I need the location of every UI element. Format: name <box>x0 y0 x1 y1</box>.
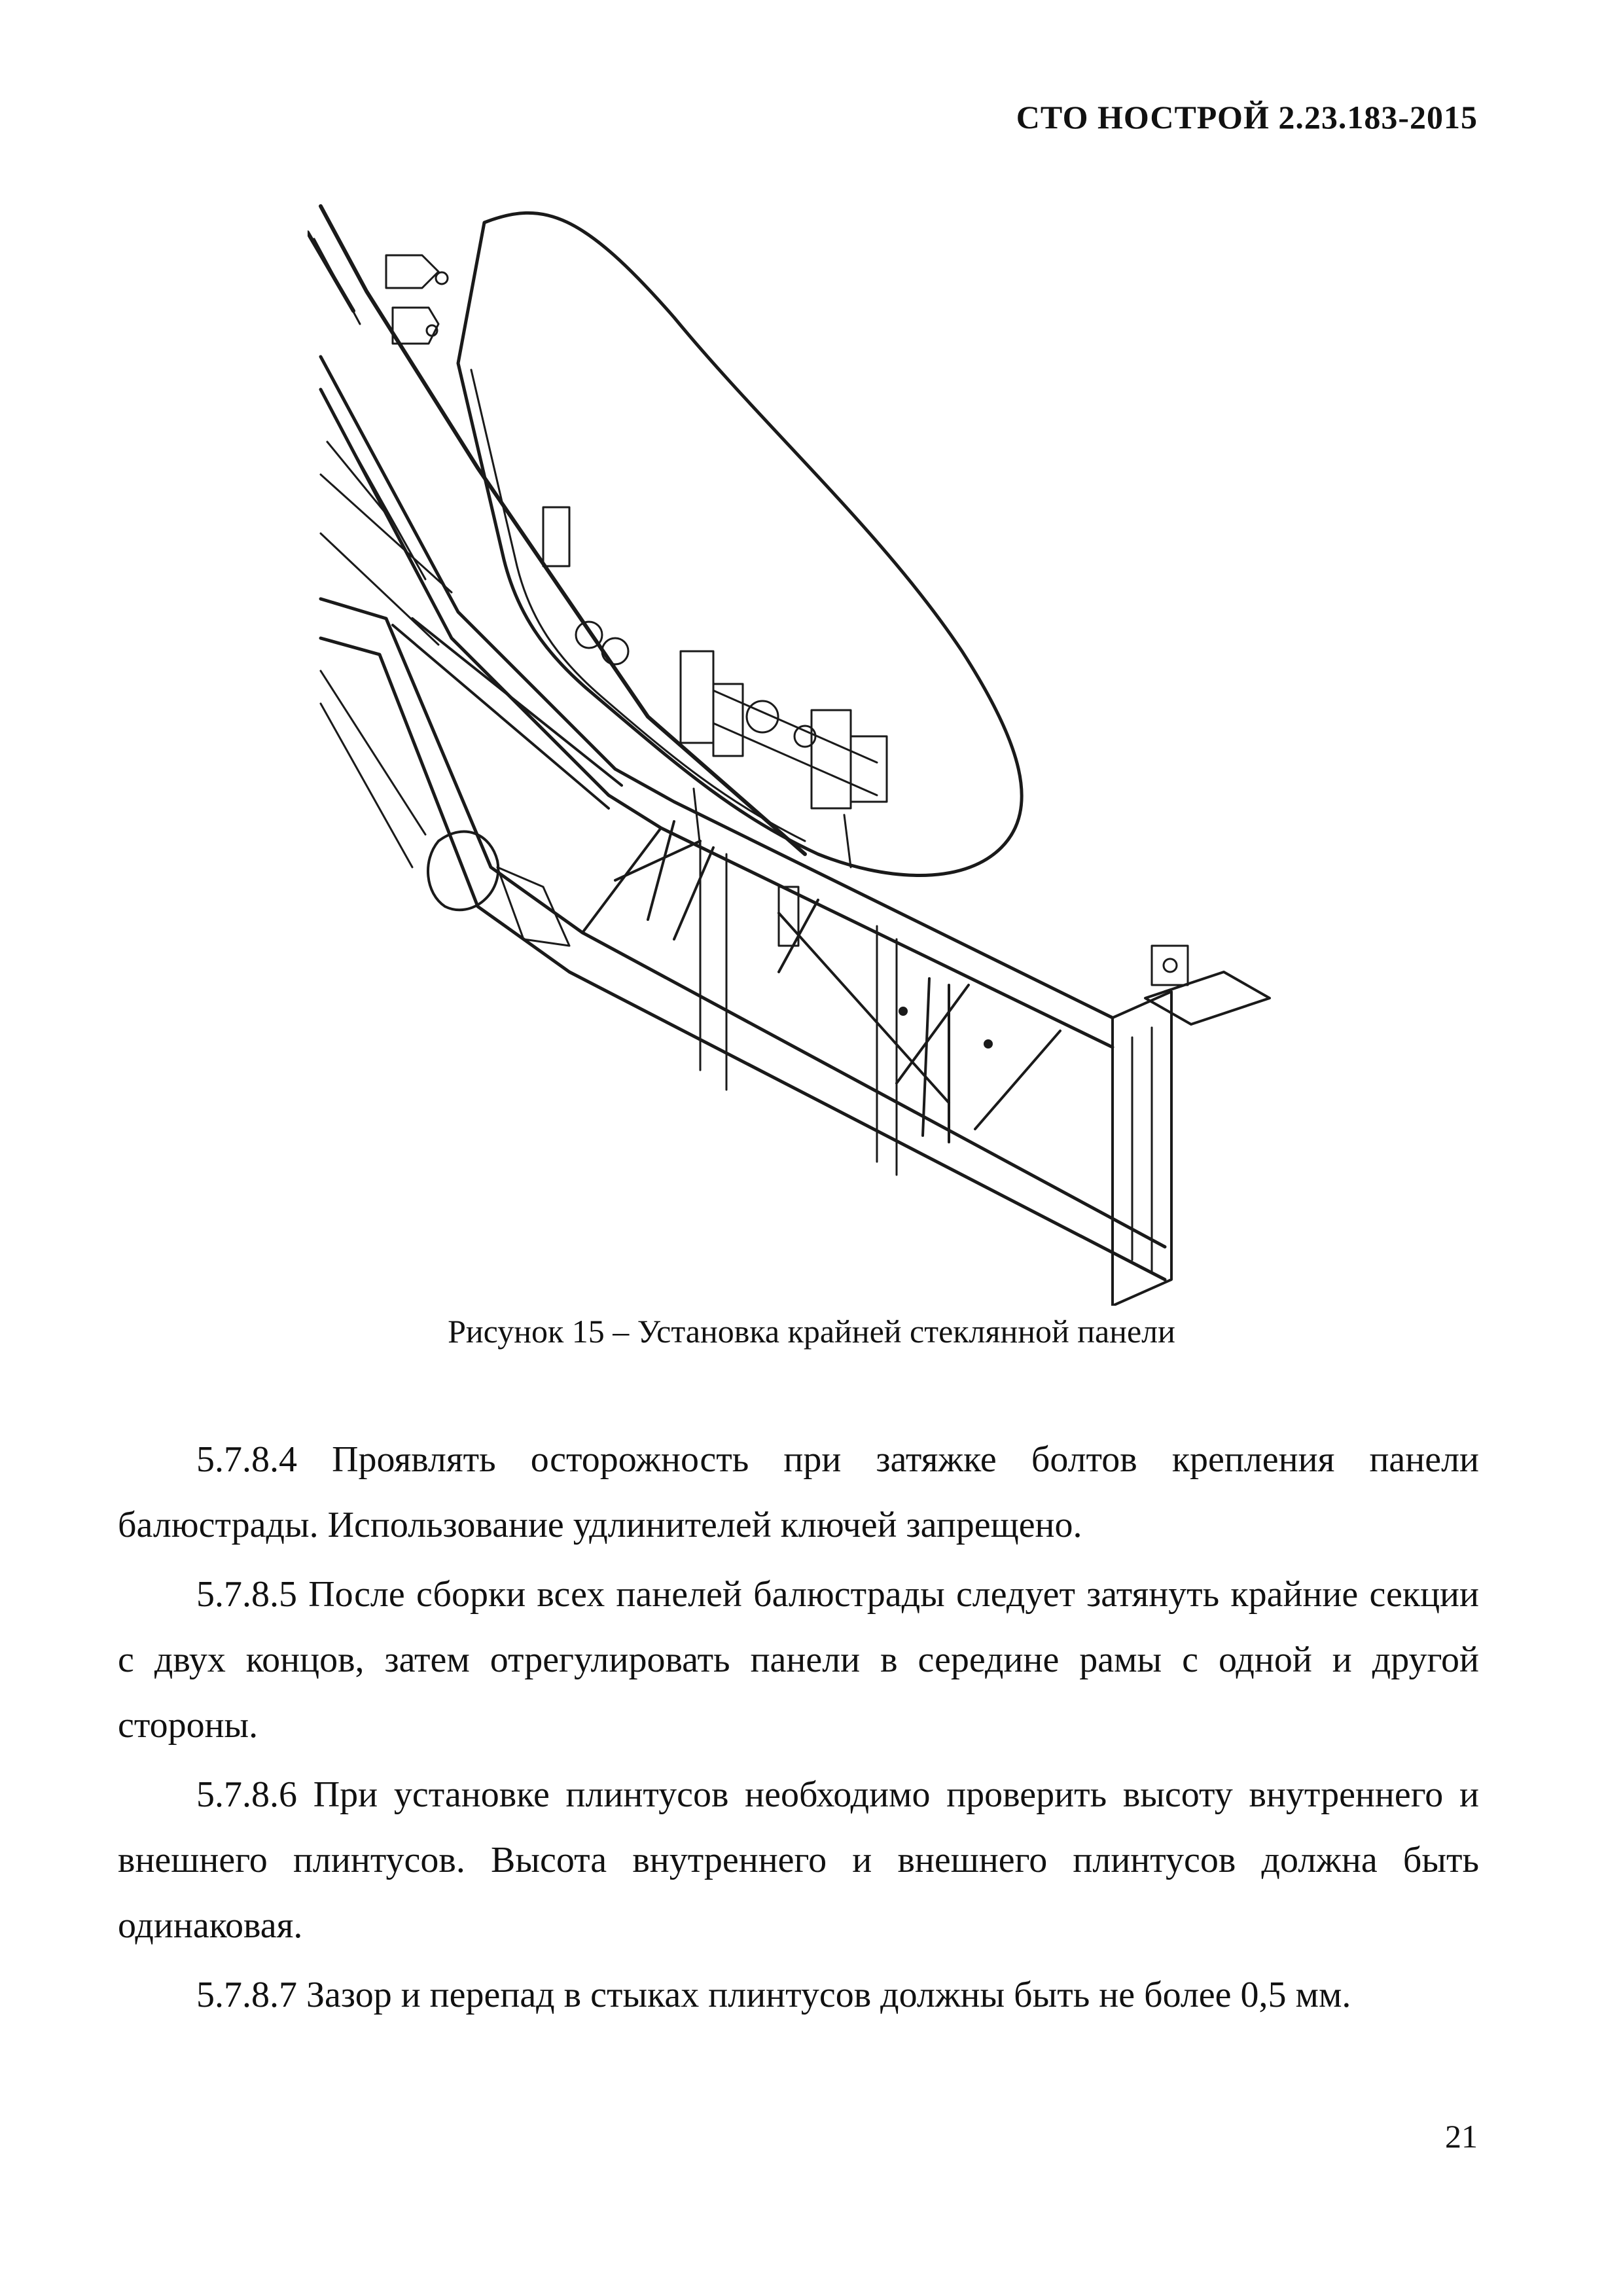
escalator-truss-drawing <box>308 193 1296 1306</box>
body-text <box>118 1427 1479 2028</box>
truss-upper-chord <box>321 357 1113 1018</box>
truss-glass-panel-illustration <box>308 193 1296 1306</box>
top-bracket <box>386 255 438 288</box>
paragraph-5-7-8-4: 5.7.8.4 Проявлять осторожность при затяжке болтов крепления панели балюстрады. Использование удлинителей ключей запрещено. <box>118 1439 1479 1545</box>
roller-brackets <box>543 507 887 867</box>
paragraph-5-7-8-6: 5.7.8.6 При установке плинтусов необходимо проверить высоту внутреннего и внешнего плинтусов. Высота внутреннего и внешнего плинтусов должна быть одинаковая. <box>118 1774 1479 1946</box>
document-code-header: СТО НОСТРОЙ 2.23.183-2015 <box>1016 99 1478 135</box>
paragraph-5-7-8-7: 5.7.8.7 Зазор и перепад в стыках плинтусов должны быть не более 0,5 мм. <box>196 1975 1351 2015</box>
paragraph-5-7-8-5: 5.7.8.5 После сборки всех панелей балюстрады следует затянуть крайние секции с двух концов, затем отрегулировать панели в середине рамы с одной и другой стороны. <box>118 1574 1479 1746</box>
figure-caption: Рисунок 15 – Установка крайней стеклянной панели <box>448 1313 1175 1350</box>
page-number: 21 <box>1445 2118 1478 2155</box>
end-bracket <box>1145 972 1270 1024</box>
